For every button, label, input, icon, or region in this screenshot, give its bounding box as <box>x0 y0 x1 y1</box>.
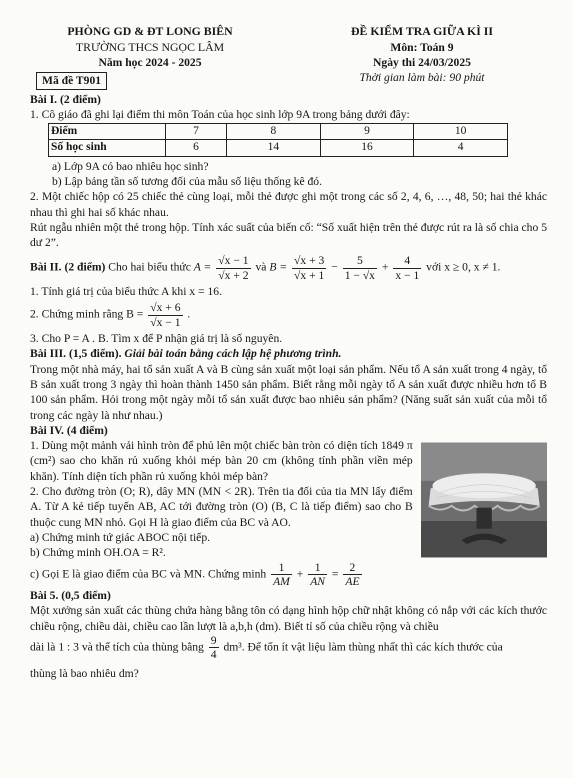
bai4-q1: 1. Dùng một mảnh vải hình tròn để phủ lên một chiếc bàn tròn có diện tích 1849 π (cm²) sao cho khăn rủ xuống khỏi mép bàn 20 cm (không tính phần viền mép khăn). Tính diện tích phần rủ xuống khỏi mép bàn? <box>30 439 413 483</box>
plus-sign: + <box>293 566 307 580</box>
table-row <box>49 140 508 156</box>
bai1-qb: b) Lập bảng tần số tương đối của mẫu số liệu thống kê đó. <box>52 174 323 188</box>
frac-num: 1 <box>271 561 292 575</box>
frac-num: √x + 3 <box>294 254 325 268</box>
frac-ae <box>343 561 361 589</box>
exam-title: ĐỀ KIỂM TRA GIỮA KÌ II <box>351 24 493 38</box>
bai3-text: Trong một nhà máy, hai tổ sản xuất A và B cùng sản xuất một loại sản phẩm. Nếu tổ A sản xuất trong 4 ngày, tổ B sản xuất trong 3 ngày thì hoàn thành 1450 sản phẩm. Biết rằng mỗi ngày tổ A sản xuất được nhiều hơn tổ B 100 sản phẩm. Hỏi trong một ngày mỗi tổ sản xuất được bao nhiêu sản phẩm? (Năng suất sản xuất của mỗi tổ trong các ngày là như nhau.) <box>30 362 547 422</box>
bai2-q2-text: 2. Chứng minh rằng B = <box>30 307 144 321</box>
frac-den: √x + 1 <box>294 268 325 282</box>
table-row <box>49 124 508 140</box>
table-cell: 16 <box>320 140 414 156</box>
frac-den: 4 <box>210 648 217 662</box>
bai4-block <box>30 438 547 560</box>
frac-num: 4 <box>393 254 421 268</box>
bai3-title: Bài III. (1,5 điểm). <box>30 347 122 361</box>
frac-num: 5 <box>343 254 377 268</box>
expr-b-frac3 <box>393 254 421 282</box>
bai1-qa: a) Lớp 9A có bao nhiêu học sinh? <box>52 159 209 173</box>
frac-num: 2 <box>343 561 361 575</box>
frac-den: 1 − √x <box>344 268 375 282</box>
frac-num: 1 <box>308 561 327 575</box>
frac-num: 9 <box>210 634 217 648</box>
expr-b-frac2 <box>343 254 377 282</box>
bai5-title: Bài 5. (0,5 điểm) <box>30 589 111 603</box>
exam-date: Ngày thi 24/03/2025 <box>373 55 471 69</box>
equals-sign: = <box>329 566 342 580</box>
period: . <box>184 307 191 321</box>
expr-a-label: A = <box>193 260 212 274</box>
round-table-photo <box>421 440 547 560</box>
bai4-qb: b) Chứng minh OH.OA = R². <box>30 546 166 560</box>
bai2-q2 <box>30 301 547 329</box>
table-cell: 7 <box>166 124 227 140</box>
expr-a-fraction <box>216 254 250 282</box>
school-name: TRƯỜNG THCS NGỌC LÂM <box>75 39 225 54</box>
bai5-text2 <box>30 634 547 662</box>
bai4-qa: a) Chứng minh tứ giác ABOC nội tiếp. <box>30 530 211 544</box>
exam-code: Mã đề T901 <box>36 72 107 89</box>
table-cell: 10 <box>414 124 508 140</box>
school-year: Năm học 2024 - 2025 <box>98 56 202 70</box>
table-cell: Số học sinh <box>49 140 166 156</box>
expr-b-label: B = <box>269 260 288 274</box>
expr-b-frac1 <box>292 254 326 282</box>
bai4-qc <box>30 561 547 589</box>
table-cell: Điểm <box>49 124 166 140</box>
bai4-q2: 2. Cho đường tròn (O; R), dây MN (MN < 2R). Trên tia đối của tia MN lấy điểm A. Từ A kẻ tiếp tuyến AB, AC tới đường tròn (O) (B, C là tiếp điểm) sao cho B thuộc cung MN nhỏ. Gọi H là giao điểm của BC và AO. <box>30 485 413 529</box>
bai3-subtitle: Giải bài toán bằng cách lập hệ phương trình. <box>121 347 342 361</box>
table-cell: 4 <box>414 140 508 156</box>
bai3-heading <box>30 346 547 361</box>
bai1-q2b: Rút ngẫu nhiên một thẻ trong hộp. Tính xác suất của biến cố: “Số xuất hiện trên thẻ được rút ra là số chia cho 5 dư 2”. <box>30 220 547 250</box>
bai4-title: Bài IV. (4 điểm) <box>30 423 108 437</box>
bai1-q2: 2. Một chiếc hộp có 25 chiếc thẻ cùng loại, mỗi thẻ được ghi một trong các số 2, 4, 6, …, 48, 50; hai thẻ khác nhau thì ghi hai số khác nhau. <box>30 190 547 219</box>
volume-fraction <box>209 634 219 662</box>
bai1-q1: 1. Cô giáo đã ghi lại điểm thi môn Toán của học sinh lớp 9A trong bảng dưới đây: <box>30 108 410 122</box>
exam-header <box>30 24 547 90</box>
bai1-title: Bài I. (2 điểm) <box>30 92 101 106</box>
bai2-intro <box>30 254 547 282</box>
frac-den: √x − 1 <box>150 315 181 329</box>
plus-sign: + <box>378 260 392 274</box>
bai2-q1: 1. Tính giá trị của biểu thức A khi x = 16. <box>30 285 222 299</box>
frac-den: x − 1 <box>395 268 420 282</box>
frac-num: √x − 1 <box>218 254 249 268</box>
bai5-text2-pre: dài là 1 : 3 và thể tích của thùng bằng <box>30 640 207 654</box>
frac-den: √x + 2 <box>218 268 249 282</box>
bai2-q3: 3. Cho P = A . B. Tìm x để P nhận giá trị là số nguyên. <box>30 332 283 346</box>
minus-sign: − <box>328 260 341 274</box>
bai4-qc-text: c) Gọi E là giao điểm của BC và MN. Chứng minh <box>30 566 270 580</box>
exam-info <box>297 24 547 90</box>
exam-subject: Môn: Toán 9 <box>390 40 454 54</box>
score-table <box>48 123 508 156</box>
frac-den: AE <box>345 574 360 588</box>
frac-den: AN <box>310 574 326 588</box>
bai2-intro-text: Cho hai biểu thức <box>105 260 194 274</box>
table-cell: 8 <box>227 124 321 140</box>
bai5-text3: thùng là bao nhiêu dm? <box>30 666 139 680</box>
table-cell: 9 <box>320 124 414 140</box>
frac-am <box>271 561 292 589</box>
school-info <box>30 24 270 90</box>
table-cell: 14 <box>227 140 321 156</box>
expr-b-result <box>148 301 182 329</box>
bai2-title: Bài II. (2 điểm) <box>30 260 106 274</box>
and-text: và <box>252 260 270 274</box>
dept-name: PHÒNG GD & ĐT LONG BIÊN <box>67 24 233 38</box>
frac-an <box>308 561 327 589</box>
table-cell: 6 <box>166 140 227 156</box>
frac-num: √x + 6 <box>150 301 181 315</box>
bai4-text-col <box>30 438 413 560</box>
bai5-text2-post: dm³. Để tốn ít vật liệu làm thùng nhất thì các kích thước của <box>220 640 503 654</box>
condition-text: với x ≥ 0, x ≠ 1. <box>423 260 501 274</box>
frac-den: AM <box>273 574 290 588</box>
bai5-text1: Một xưởng sản xuất các thùng chứa hàng bằng tôn có dạng hình hộp chữ nhật không có nắp với các kích thước chiều rộng, chiều dài, chiều cao lần lượt là a,b,h (dm). Biết tỉ số của chiều rộng và chiều <box>30 604 547 633</box>
exam-time: Thời gian làm bài: 90 phút <box>359 71 485 85</box>
